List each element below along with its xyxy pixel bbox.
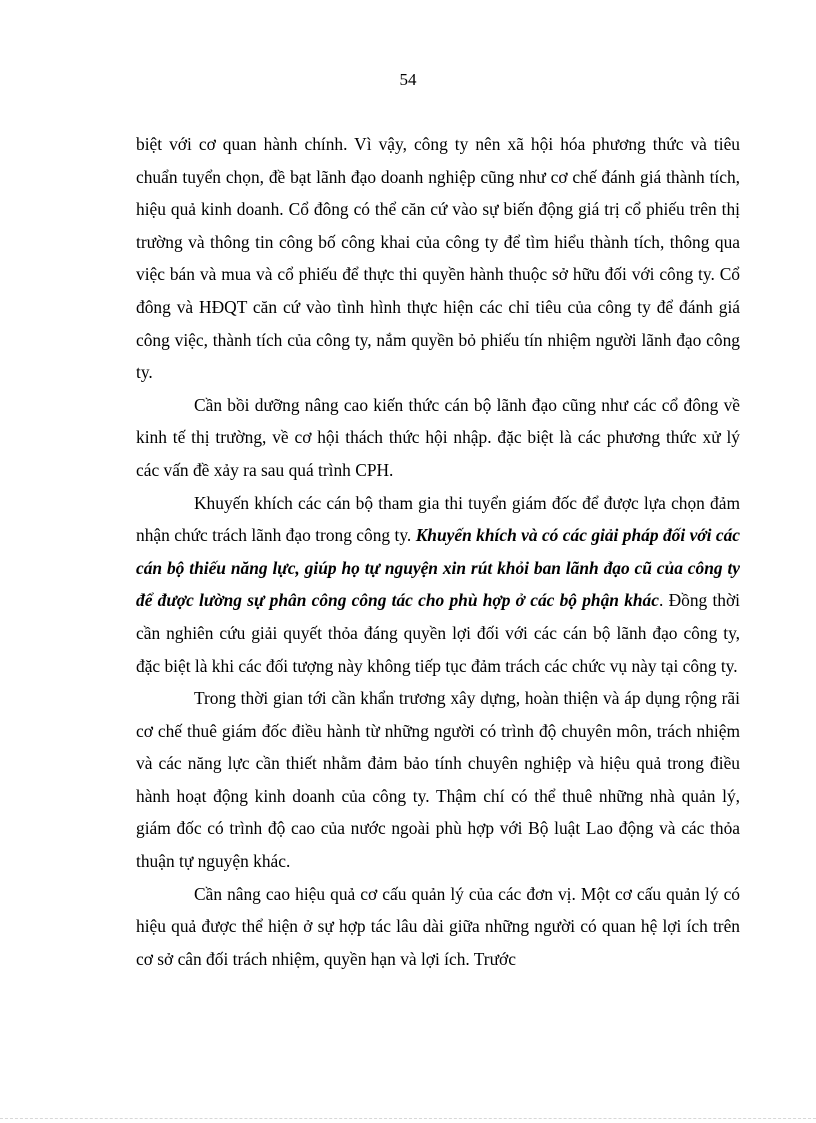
paragraph-hiring-directors: Trong thời gian tới cần khẩn trương xây dựng, hoàn thiện và áp dụng rộng rãi cơ chế thuê giám đốc điều hành từ những người có trình độ chuyên môn, trách nhiệm và các năng lực cần thiết nhằm đảm bảo tính chuyên nghiệp và hiệu quả trong điều hành hoạt động kinh doanh của công ty. Thậm chí có thể thuê những nhà quản lý, giám đốc có trình độ cao của nước ngoài phù hợp với Bộ luật Lao động và các thỏa thuận tự nguyện khác. <box>136 688 740 872</box>
paragraph-text: . Đồng thời cần nghiên cứu giải quyết thỏa đáng quyền lợi đối với các cán bộ lãnh đạo công ty, đặc biệt là khi các đối tượng này không tiếp tục đảm trách các chức vụ này tại công ty. <box>136 590 741 676</box>
paragraph-training: Cần bồi dưỡng nâng cao kiến thức cán bộ lãnh đạo cũng như các cổ đông về kinh tế thị trường, về cơ hội thách thức hội nhập. đặc biệt là các phương thức xử lý các vấn đề xảy ra sau quá trình CPH. <box>136 394 740 480</box>
paragraph-management-structure: Cần nâng cao hiệu quả cơ cấu quản lý của các đơn vị. Một cơ cấu quản lý có hiệu quả được thể hiện ở sự hợp tác lâu dài giữa những người có quan hệ lợi ích trên cơ sở cân đối trách nhiệm, quyền hạn và lợi ích. Trước <box>136 883 740 969</box>
page-number: 54 <box>399 70 417 89</box>
paragraph-text: Khuyến khích các cán bộ tham gia thi tuyển giám đốc để được lựa chọn đảm nhận chức trách lãnh đạo trong công ty. <box>136 492 740 546</box>
paragraph-director-selection <box>136 487 740 683</box>
emphasized-text: Khuyến khích và có các giải pháp đối với các cán bộ thiếu năng lực, giúp họ tự nguyện xin rút khỏi ban lãnh đạo cũ của công ty để được lường sự phân công công tác cho phù hợp ở các bộ phận khác <box>136 525 740 611</box>
document-body <box>136 128 740 975</box>
paragraph-continuation: biệt với cơ quan hành chính. Vì vậy, công ty nên xã hội hóa phương thức và tiêu chuẩn tuyển chọn, đề bạt lãnh đạo doanh nghiệp cũng như cơ chế đánh giá thành tích, hiệu quả kinh doanh. Cổ đông có thể căn cứ vào sự biến động giá trị cổ phiếu trên thị trường và thông tin công bố công khai của công ty để tìm hiểu thành tích, thông qua việc bán và mua và cổ phiếu để thực thi quyền hành thuộc sở hữu đối với công ty. Cổ đông và HĐQT căn cứ vào tình hình thực hiện các chỉ tiêu của công ty để đánh giá công việc, thành tích của công ty, nắm quyền bỏ phiếu tín nhiệm người lãnh đạo công ty. <box>136 134 740 383</box>
page-bottom-divider <box>0 1118 816 1119</box>
